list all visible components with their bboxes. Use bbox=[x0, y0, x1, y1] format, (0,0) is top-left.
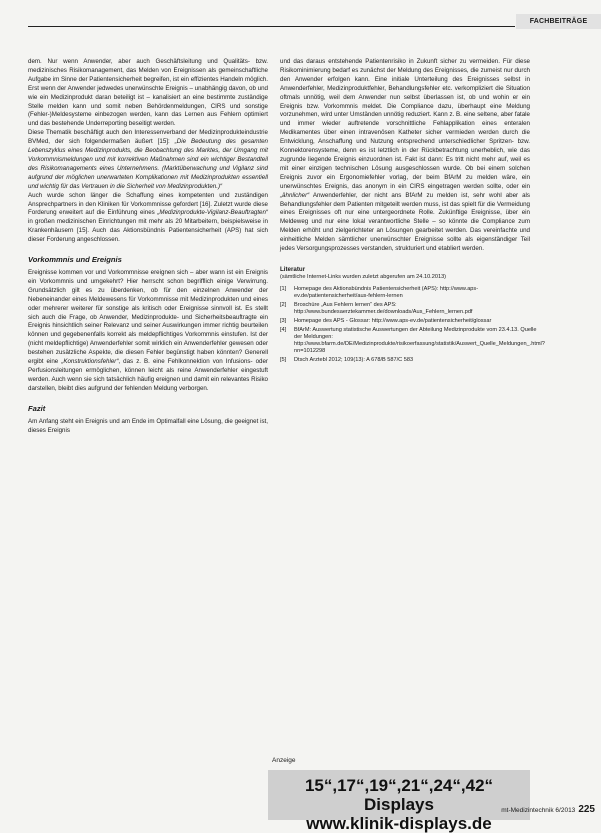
reference-number: [4] bbox=[280, 326, 287, 333]
section-heading: Vorkommnis und Ereignis bbox=[28, 255, 122, 265]
section-heading: Fazit bbox=[28, 403, 46, 413]
reference-text: Homepage des APS - Glossar: http://www.aps-ev.de/patientensicherheit/glossar bbox=[294, 317, 492, 324]
reference-item bbox=[280, 286, 530, 300]
paragraph: dem. Nur wenn Anwender, aber auch Geschäftsleitung und Qualitäts- bzw. medizinisches Risikomanagement, das Melden von Ereignissen als gemeinschaftliche Aufgabe im Sinne der Patientensicherheit begreifen, ist ein effizientes Handeln möglich. Erst wenn der Anwender jedwedes unerwünschte Ereignis – unabhängig davon, ob und wie ein Medizinprodukt daran beteiligt ist – kanalisiert an eine bestimmte zuständige Stelle melden kann und somit neben Behördenmeldungen, CIRS und sonstige (Fehler-)Meldesysteme einbezogen werden, kann das Lernen aus Fehlern optimiert und das bestehende Underreporting beseitigt werden. bbox=[28, 58, 268, 128]
ad-url-text: www.klinik-displays.de bbox=[306, 814, 492, 833]
reference-item bbox=[280, 318, 530, 325]
paragraph-text: das z. B. eine Fehlkonnektion von Infusions- oder Perfusionsleitungen ermöglichen, können leicht als reine Anwenderfehler eingestuft werden. Auch wenn sie sich tatsächlich häufig ereignen und damit ein relevantes Risiko darstellen, bleibt dies aufgrund der fehlenden Meldung verborgen. bbox=[28, 358, 268, 392]
page-number: 225 bbox=[578, 804, 595, 815]
reference-list bbox=[280, 285, 545, 364]
paragraph bbox=[28, 129, 268, 191]
references-heading: Literatur bbox=[280, 265, 306, 273]
paragraph-text: Ereignisse kommen vor und Vorkommnisse ereignen sich – aber wann ist ein Ereignis ein Vorkommnis und umgekehrt? Hier herrscht schon begrifflich einige Verwirrung. Grundsätzlich gilt es zu überdenken, ob für den einzelnen Anwender der Nebeneinander eines Meldewesens für Vorkommnisse mit Medizinprodukten und eines oder mehrerer weiterer für sonstige als kritisch oder Ereignisse sinnvoll ist. Es stellt sich auch die Frage, ob Anwender, Medizinprodukte- und Sicherheitsbeauftragte ein Ereignis hinsichtlich seiner Relevanz und seiner Auswirkungen immer richtig beurteilen können und gegebenenfalls korrekt als meldepflichtiges Vorkommnis einstufen. Ist der (nicht meldepflichtige) Anwenderfehler somit wirklich ein Anwenderfehler gewesen oder bestehen zusätzliche Aspekte, die diesen Fehler begünstigt haben könnten? Generell ergibt eine bbox=[28, 269, 268, 366]
page-footer bbox=[501, 804, 595, 815]
paragraph-text: Anwenderfehler, der nicht ans BfArM zu melden ist, sehr wohl aber als Behandlungsfehler dem Patienten mitgeteilt werden muss, ist das spielt für die Vermeidung eines Ereignisses oft nur eine untergeordnete Rolle. Zukünftige Ereignisse, über ein Meldeweg und nur eine lokal verantwortliche Stelle – so könnte die Compliance zum Melden erhöht und zielgerichteter an Lösungen gearbeitet werden. Das vereinfachte und einheitliche Melden sämtlicher unerwünschter Ereignisse sollte als eigenständiger Teil jedes Versorgungsprozesses verstanden, strukturiert und etabliert werden. bbox=[280, 191, 530, 253]
left-column bbox=[28, 58, 268, 436]
header-rule bbox=[28, 26, 515, 27]
reference-number: [5] bbox=[280, 356, 287, 363]
ad-product-text: Displays bbox=[364, 795, 434, 814]
quote-text: „Konstruktionsfehler“ bbox=[61, 358, 119, 366]
paragraph bbox=[280, 58, 530, 254]
paragraph-text: in großen medizinischen Einrichtungen mit mehr als 20 Mitarbeitern, beispielsweise in Krankenhäusern [15]. Auch das Aktionsbündnis Patientensicherheit (APS) hat sich dieser Forderung angeschlossen. bbox=[28, 218, 268, 244]
section-label: FACHBEITRÄGE bbox=[516, 14, 601, 29]
reference-item bbox=[280, 302, 530, 316]
paragraph: Ereignisse kommen vor und Vorkommnisse ereignen sich – aber wann ist ein Ereignis ein Vorkommnis und umgekehrt? Hier herrscht schon begrifflich einige Verwirrung. Grundsätzlich gilt es zu überdenken, ob für den einzelnen Anwender der Nebeneinander eines Meldewesens für Vorkommnisse mit Medizinprodukten und eines oder mehrerer weiterer für sonstige als kritisch oder Ereignisse sinnvoll ist. Es stellt sich auch die Frage, ob Anwender, Medizinprodukte- und Sicherheitsbeauftragte ein Ereignis hinsichtlich seiner Relevanz und seiner Auswirkungen immer richtig beurteilen können und gegebenenfalls korrekt als meldepflichtiges Vorkommnis einstufen. Ist der (nicht meldepflichtige) Anwenderfehler somit wirklich ein Anwenderfehler gewesen oder bestehen zusätzliche Aspekte, die diesen Fehler begünstigt haben könnten? Generell ergibt eine „Konstruktionsfehler“, das z. B. eine Fehlkonnektion von Infusions- oder Perfusionsleitungen ermöglichen, können leicht als reine Anwenderfehler eingestuft werden. Auch wenn sie sich tatsächlich häufig ereignen und damit ein relevantes Risiko darstellen, bleibt dies aufgrund der fehlenden Meldung verborgen. bbox=[28, 269, 268, 392]
right-column bbox=[280, 58, 545, 366]
paragraph: Am Anfang steht ein Ereignis und am Ende im Optimalfall eine Lösung, die geeignet ist, dieses Ereignis bbox=[28, 417, 268, 434]
reference-number: [1] bbox=[280, 285, 287, 292]
quote-text: „Medizinprodukte-Vigilanz-Beauftragten“ bbox=[157, 209, 268, 217]
journal-issue: mt-Medizintechnik 6/2013 bbox=[501, 807, 576, 814]
paragraph-text: Diese Thematik beschäftigt auch den Interessenverband der Medizinprodukteindustrie BVMed, der sich folgendermaßen äußert [15]: bbox=[28, 129, 268, 146]
reference-item bbox=[280, 357, 530, 364]
ad-label: Anzeige bbox=[272, 757, 296, 764]
reference-number: [3] bbox=[280, 317, 287, 324]
references-note: (sämtliche Internet-Links wurden zuletzt abgerufen am 24.10.2013) bbox=[280, 273, 447, 280]
quote-text: „Die Bedeutung des gesamten Lebenszyklus eines Medizinprodukts, die Beobachtung des Marktes, der Umgang mit Vorkommnismeldungen und mit korrektiven Maßnahmen sind ein wichtiger Bestandteil des Risikomanagements eines Unternehmens. (Marktüberwachung und Vigilanz sind aufgrund der möglichen unerwarteten Komplikationen mit Medizinprodukten essentiell und wichtig für das Vertrauen in die Sicherheit von Medizinprodukten.)“ bbox=[28, 138, 268, 190]
reference-text: Dtsch Arztebl 2012; 109(13): A 678/B 587/C 583 bbox=[294, 356, 414, 363]
reference-text: Broschüre „Aus Fehlern lernen“ des APS: http://www.bundesaerztekammer.de/downloads/Aus_Fehlern_lernen.pdf bbox=[294, 301, 473, 315]
paragraph-text: und das daraus entstehende Patientenrisiko in Zukunft sicher zu vermeiden. Für diese Risikominimierung bedarf es zunächst der Meldung des Ereignisses, die zumeist nur durch den Anwender erfolgen kann. Eine initiale Unterteilung des Ereignisses selbst in Anwenderfehler, Medizinproduktfehler, Behandlungsfehler etc. verkompliziert die Situation oftmals unnötig, weil dem Anwender nun selbst überlassen ist, ob und wohin er ein Ereignis bzw. Vorkommnis meldet. Die Compliance dazu, überhaupt eine Meldung vorzunehmen, wird unter Umständen unnötig reduziert. Kann z. B. eine seltene, aber fatale und immer wieder auftretende vorschnittliche Fehlapplikation eines enteralen Medikamentes über einen intravenösen Katheter sicher vermieden werden durch die Entwicklung, Anschaffung und Nutzung entsprechend unterschiedlicher Spritzen- bzw. Konnektorensysteme, denn es ist letztlich in der Rückbetrachtung unerheblich, wie das zugrunde liegende Ereignis einzuordnen ist. Fakt ist dann: Es tritt nicht mehr auf, weil es mit einer einzigen technischen Lösung ausgeschlossen wurde. Ob bei einem solchen Ereignis zuvor ein Ergonomiefehler vorlag, der beim BfArM zu melden wäre, ein unerwünschtes Ereignis, das anonym in ein CIRS eingetragen werden sollte, oder ein bbox=[280, 58, 530, 190]
quote-text: „ähnlicher“ bbox=[280, 191, 310, 199]
advertisement-box[interactable] bbox=[268, 770, 530, 833]
paragraph bbox=[28, 192, 268, 245]
ad-sizes-text: 15“,17“,19“,21“,24“,42“ bbox=[304, 776, 494, 795]
reference-number: [2] bbox=[280, 301, 287, 308]
paragraph-text: Auch wurde schon länger die Schaffung eines kompetenten und zuständigen Ansprechpartners in den Kliniken für Vorkommnisse gefordert [16]. Zuletzt wurde diese Forderung erweitert auf die Einführung eines bbox=[28, 191, 268, 217]
reference-text: BfArM: Auswertung statistische Auswertungen der Abteilung Medizinprodukte vom 23.4.13. Quelle der Meldungen: http://www.bfarm.de/DE/Medizinprodukte/risikoerfassung/statistik/Auswert_Quelle_Meldungen_.html?nn=1012298 bbox=[294, 326, 545, 354]
reference-text: Homepage des Aktionsbündnis Patientensicherheit (APS): http://www.aps-ev.de/patientensicherheit/aus-fehlern-lernen bbox=[294, 285, 479, 299]
reference-item bbox=[280, 326, 545, 355]
